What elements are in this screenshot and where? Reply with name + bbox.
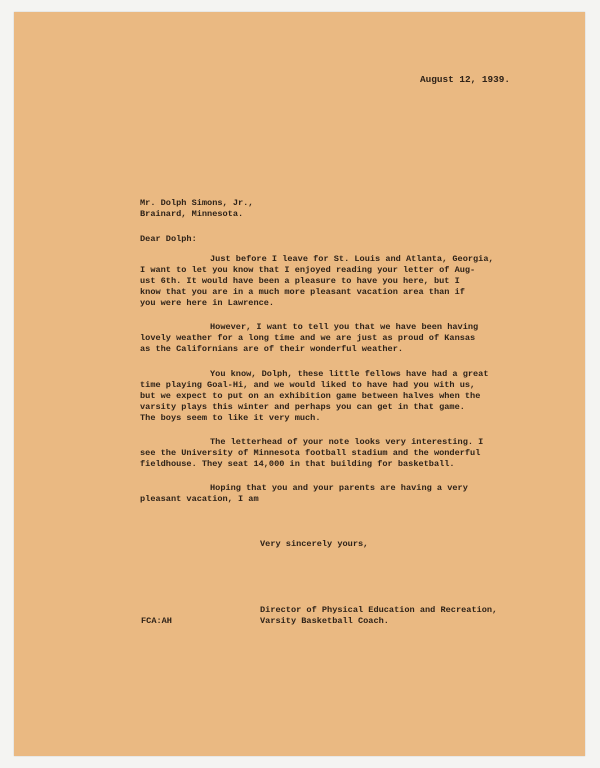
paragraph-1-line: ust 6th. It would have been a pleasure to have you here, but I [140,276,460,286]
typist-initials: FCA:AH [141,616,172,626]
paragraph-3-line: but we expect to put on an exhibition game between halves when the [140,391,481,401]
paragraph-3-line: You know, Dolph, these little fellows have had a great [210,369,489,379]
signature-title-2: Varsity Basketball Coach. [260,616,389,626]
paragraph-1-line: I want to let you know that I enjoyed reading your letter of Aug- [140,265,476,275]
letter-page [14,12,585,756]
signature-title-1: Director of Physical Education and Recreation, [260,605,498,615]
letter-date: August 12, 1939. [420,74,511,85]
paragraph-1-line: Just before I leave for St. Louis and Atlanta, Georgia, [210,254,494,264]
paragraph-4-line: fieldhouse. They seat 14,000 in that building for basketball. [140,459,455,469]
paragraph-3-line: The boys seem to like it very much. [140,413,321,423]
paragraph-1-line: you were here in Lawrence. [140,298,275,308]
recipient-location: Brainard, Minnesota. [140,209,244,219]
paragraph-5-line: pleasant vacation, I am [140,494,259,504]
paragraph-3-line: varsity plays this winter and perhaps you can get in that game. [140,402,465,412]
paragraph-5-line: Hoping that you and your parents are having a very [210,483,468,493]
recipient-name: Mr. Dolph Simons, Jr., [140,198,254,208]
paragraph-2-line: lovely weather for a long time and we are just as proud of Kansas [140,333,476,343]
paragraph-4-line: see the University of Minnesota football stadium and the wonderful [140,448,481,458]
paragraph-2-line: However, I want to tell you that we have been having [210,322,479,332]
paragraph-2-line: as the Californians are of their wonderful weather. [140,344,404,354]
paragraph-3-line: time playing Goal-Hi, and we would liked to have had you with us, [140,380,476,390]
salutation: Dear Dolph: [140,234,197,244]
paragraph-1-line: know that you are in a much more pleasant vacation area than if [140,287,465,297]
paragraph-4-line: The letterhead of your note looks very interesting. I [210,437,484,447]
complimentary-close: Very sincerely yours, [260,539,369,549]
